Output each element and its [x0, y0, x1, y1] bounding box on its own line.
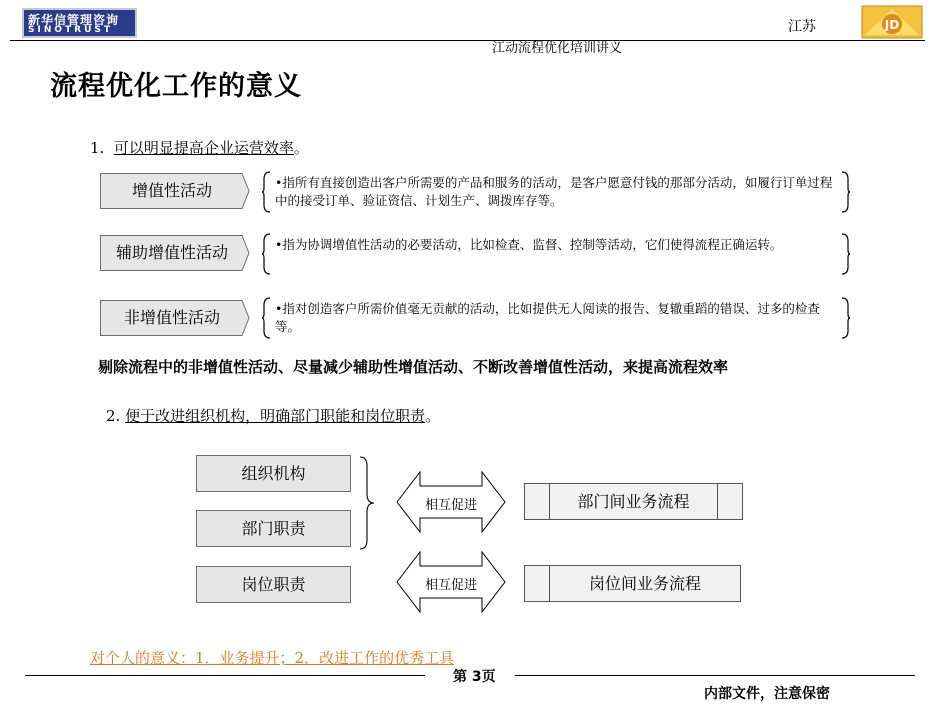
inter-dept-process-box — [524, 483, 743, 520]
section2-heading-suffix: 。 — [425, 407, 441, 425]
corner-logo-icon — [861, 5, 923, 39]
company-logo — [22, 8, 137, 38]
activity-non-value-added — [100, 300, 250, 336]
process-left-cell — [525, 566, 550, 601]
document-subtitle: 江动流程优化培训讲义 — [492, 41, 623, 56]
personal-meaning: 对个人的意义：1．业务提升；2．改进工作的优秀工具 — [90, 649, 455, 667]
footer-divider-right — [515, 675, 915, 676]
position-duties-box: 岗位职责 — [196, 566, 351, 603]
activity-non-value-added-desc: •指对创造客户所需价值毫无贡献的活动，比如提供无人阅读的报告、复辙重蹈的错误、过多的检查等。 — [275, 301, 820, 334]
activity-supporting-desc: •指为协调增值性活动的必要活动，比如检查、监督、控制等活动，它们使得流程正确运转。 — [275, 237, 783, 252]
section1-heading — [90, 137, 309, 158]
activity-label: 非增值性活动 — [123, 308, 220, 327]
page-number: 第 3页 — [453, 669, 496, 685]
section2-heading-text: 便于改进组织机构，明确部门职能和岗位职责 — [125, 407, 426, 425]
confidential-notice: 内部文件，注意保密 — [704, 686, 830, 702]
process-right-cell — [717, 484, 742, 519]
section1-heading-suffix: 。 — [293, 139, 309, 157]
process-left-cell — [525, 484, 550, 519]
mutual-promote-label-1: 相互促进 — [424, 498, 477, 513]
org-structure-box: 组织机构 — [196, 455, 351, 492]
logo-cn-text: 新华信管理咨询 — [28, 13, 120, 27]
inter-position-process-box — [524, 565, 741, 602]
inter-dept-process-label: 部门间业务流程 — [577, 492, 690, 511]
svg-text:JD: JD — [884, 18, 900, 32]
section2-heading — [106, 405, 440, 426]
mutual-promote-label-2: 相互促进 — [424, 578, 477, 593]
activity-value-added — [100, 173, 250, 209]
footer-divider-left — [25, 675, 425, 676]
activity-label: 辅助增值性活动 — [115, 243, 228, 262]
inter-position-process-label: 岗位间业务流程 — [588, 574, 701, 593]
dept-duties-box: 部门职责 — [196, 510, 351, 547]
activity-value-added-desc: •指所有直接创造出客户所需要的产品和服务的活动，是客户愿意付钱的那部分活动，如履行订单过程中的接受订单、验证资信、计划生产、调拨库存等。 — [275, 175, 833, 208]
logo-en-text: SINOTRUST — [28, 25, 114, 35]
page-title: 流程优化工作的意义 — [50, 71, 302, 102]
section2-number: 2. — [106, 407, 121, 425]
activity-supporting — [100, 235, 250, 271]
activity-label: 增值性活动 — [131, 181, 212, 200]
section1-heading-text: 可以明显提高企业运营效率 — [113, 139, 294, 157]
section1-conclusion: 剔除流程中的非增值性活动、尽量减少辅助性增值活动、不断改善增值性活动，来提高流程效率 — [98, 358, 729, 376]
region-label: 江苏 — [788, 19, 816, 35]
header-divider — [10, 40, 925, 41]
grouping-brace — [359, 456, 381, 550]
section1-number: 1. — [90, 139, 105, 157]
